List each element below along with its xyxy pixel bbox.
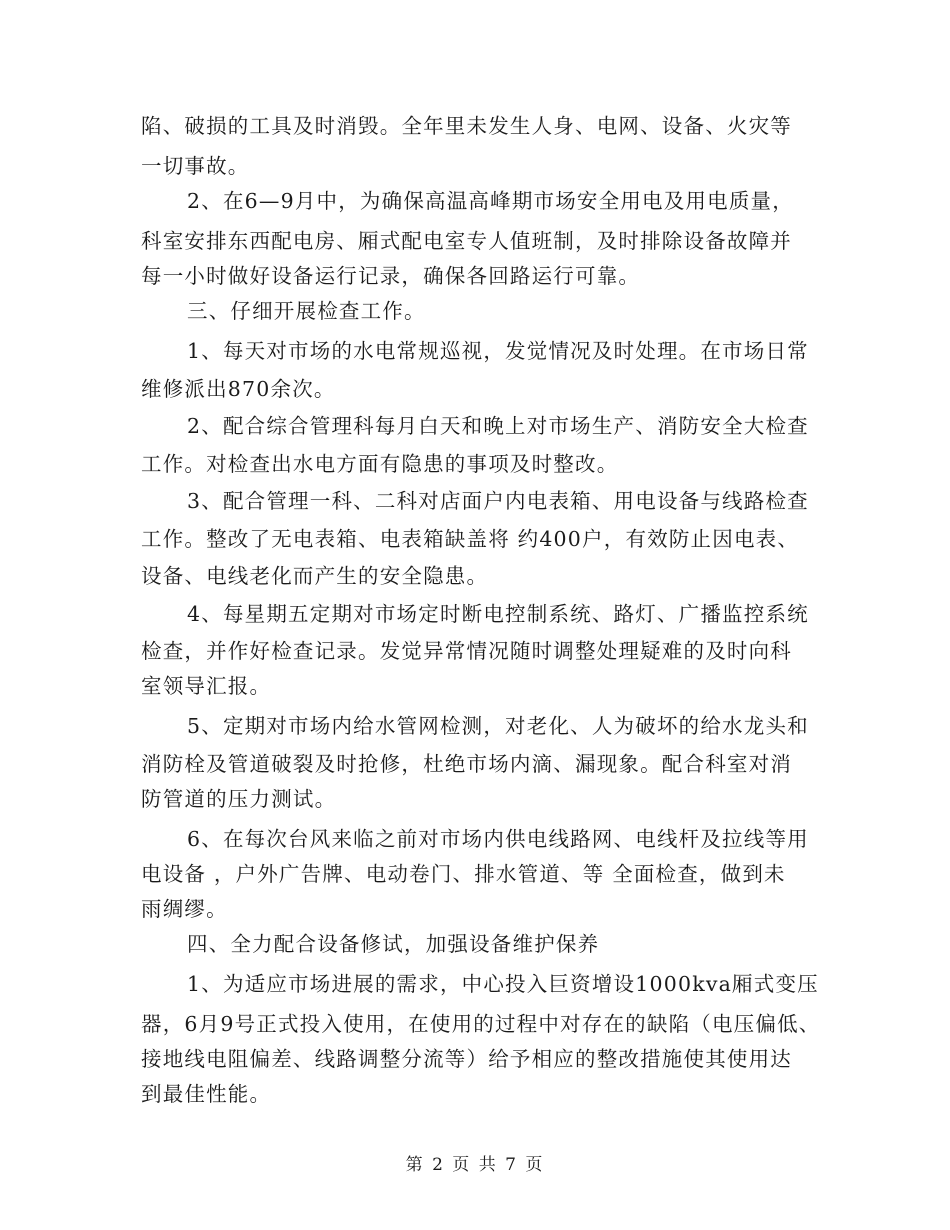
body-line-3: 2、在6—9月中，为确保高温高峰期市场安全用电及用电质量，	[187, 189, 794, 213]
body-line-15: 检查，并作好检查记录。发觉异常情况随时调整处理疑难的及时向科	[141, 639, 792, 663]
body-line-21: 电设备 ，户外广告牌、电动卷门、排水管道、等 全面检查，做到未	[141, 862, 786, 886]
body-line-19: 防管道的压力测试。	[141, 787, 337, 811]
body-line-14: 4、每星期五定期对市场定时断电控制系统、路灯、广播监控系统	[187, 602, 809, 626]
body-line-17: 5、定期对市场内给水管网检测，对老化、人为破坏的给水龙头和	[187, 714, 809, 738]
body-line-25: 器，6月9号正式投入使用，在使用的过程中对存在的缺陷（电压偏低、	[141, 1012, 821, 1036]
body-line-24: 1、为适应市场进展的需求，中心投入巨资增设1000kva厢式变压	[187, 972, 819, 996]
body-line-2: 一切事故。	[141, 154, 250, 178]
body-line-9: 2、配合综合管理科每月白天和晚上对市场生产、消防安全大检查	[187, 414, 809, 438]
body-line-18: 消防栓及管道破裂及时抢修，杜绝市场内滴、漏现象。配合科室对消	[141, 752, 792, 776]
body-line-1: 陷、破损的工具及时消毁。全年里未发生人身、电网、设备、火灾等	[141, 114, 792, 138]
body-line-12: 工作。整改了无电表箱、电表箱缺盖将 约400户，有效防止因电表、	[141, 527, 800, 551]
body-line-4: 科室安排东西配电房、厢式配电室专人值班制，及时排除设备故障并	[141, 229, 792, 253]
body-line-26: 接地线电阻偏差、线路调整分流等）给予相应的整改措施使其使用达	[141, 1047, 792, 1071]
body-line-8: 维修派出870余次。	[141, 377, 336, 401]
section-heading-4: 四、全力配合设备修试，加强设备维护保养	[187, 932, 600, 956]
body-line-10: 工作。对检查出水电方面有隐患的事项及时整改。	[141, 452, 619, 476]
body-line-20: 6、在每次台风来临之前对市场内供电线路网、电线杆及拉线等用	[187, 827, 809, 851]
body-line-5: 每一小时做好设备运行记录，确保各回路运行可靠。	[141, 264, 641, 288]
body-line-27: 到最佳性能。	[141, 1082, 272, 1106]
body-line-11: 3、配合管理一科、二科对店面户内电表箱、用电设备与线路检查	[187, 489, 809, 513]
section-heading-3: 三、仔细开展检查工作。	[187, 299, 426, 323]
page-number-footer: 第 2 页 共 7 页	[405, 1155, 545, 1175]
body-line-16: 室领导汇报。	[141, 674, 272, 698]
body-line-7: 1、每天对市场的水电常规巡视，发觉情况及时处理。在市场日常	[187, 339, 809, 363]
body-line-13: 设备、电线老化而产生的安全隐患。	[141, 564, 489, 588]
body-line-22: 雨绸缪。	[141, 897, 228, 921]
